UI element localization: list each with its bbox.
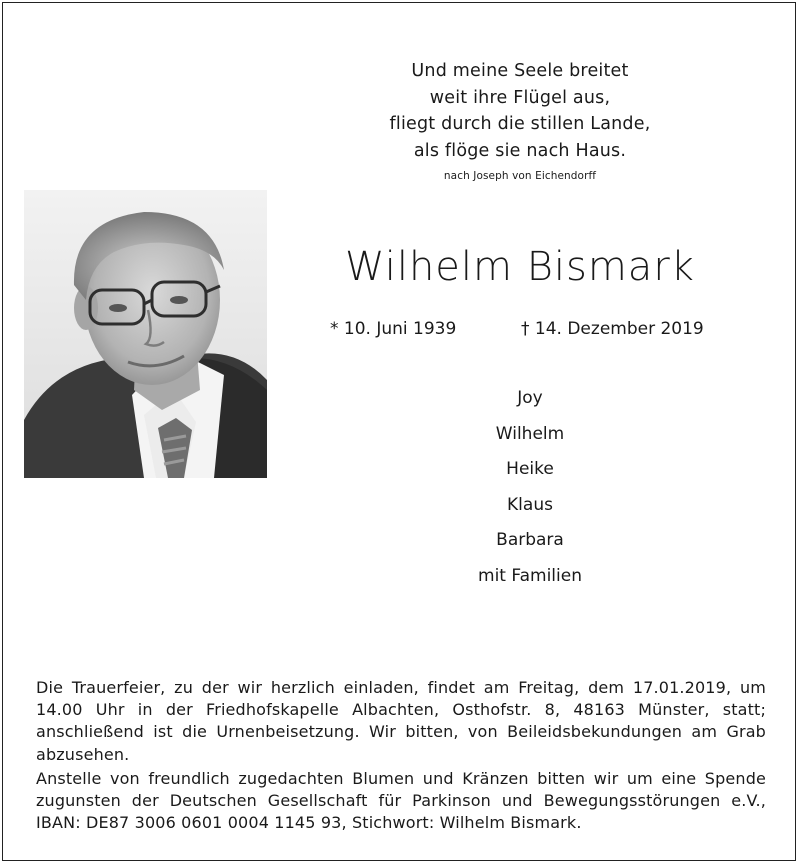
poem-line: fliegt durch die stillen Lande, [389,114,651,134]
death-date: † 14. Dezember 2019 [521,319,704,339]
mourner-name: Wilhelm [495,423,565,444]
poem-attribution: nach Joseph von Eichendorff [443,170,597,182]
poem-line: als flöge sie nach Haus. [413,140,627,161]
birth-date: * 10. Juni 1939 [330,319,457,339]
deceased-name: Wilhelm Bismark [345,244,695,290]
poem-line: Und meine Seele breitet [411,61,629,81]
mourner-name: Joy [517,388,543,408]
mourner-name: Heike [506,459,554,479]
mourner-name: mit Familien [478,565,582,586]
memorial-poem [312,58,728,164]
poem-line: weit ihre Flügel aus, [429,87,611,108]
portrait-photo [24,190,267,478]
mourner-name: Barbara [496,530,564,550]
donation-request-paragraph: Anstelle von freundlich zugedachten Blumen und Kränzen bitten wir um eine Spende zugunsten der Deutschen Gesellschaft für Parkinson und Bewegungsstörungen e.V., IBAN: DE87 3006 0601 0004 1145 93, Stichwort: Wilhelm Bismark. [36,769,766,833]
mourner-name: Klaus [507,494,553,515]
mourners-list [420,385,640,598]
funeral-details-paragraph: Die Trauerfeier, zu der wir herzlich einladen, findet am Freitag, dem 17.01.2019, um 14.00 Uhr in der Friedhofskapelle Albachten, Osthofstr. 8, 48163 Münster, statt; anschließend ist die Urnenbeisetzung. Wir bitten, von Beileidsbekundungen am Grab abzusehen. [36,678,766,764]
